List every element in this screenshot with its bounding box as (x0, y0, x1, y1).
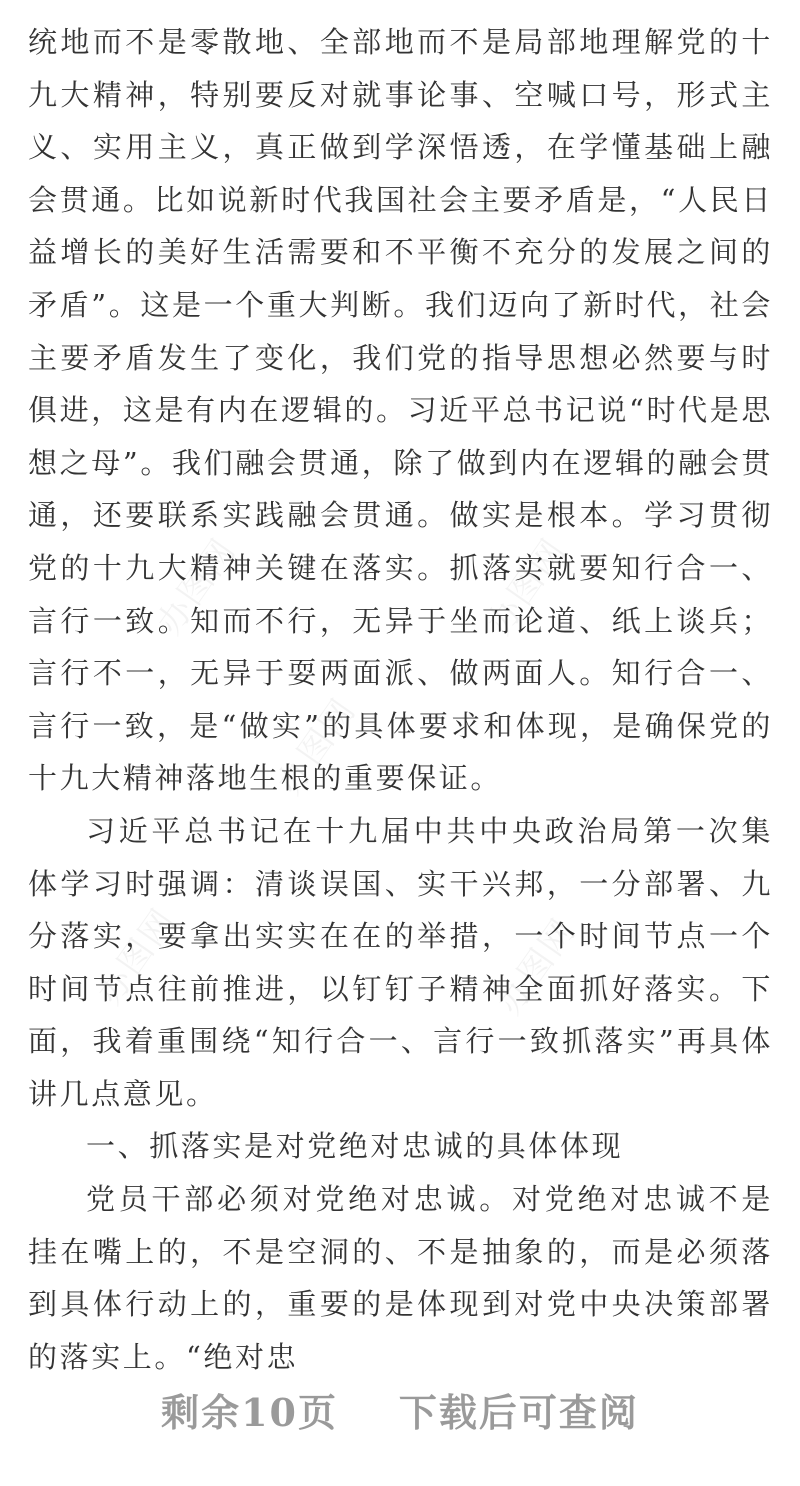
paragraph-1: 统地而不是零散地、全部地而不是局部地理解党的十九大精神，特别要反对就事论事、空喊口号，形式主义、实用主义，真正做到学深悟透，在学懂基础上融会贯通。比如说新时代我国社会主要矛盾是，“人民日益增长的美好生活需要和不平衡不充分的发展之间的矛盾”。这是一个重大判断。我们迈向了新时代，社会主要矛盾发生了变化，我们党的指导思想必然要与时俱进，这是有内在逻辑的。习近平总书记说“时代是思想之母”。我们融会贯通，除了做到内在逻辑的融会贯通，还要联系实践融会贯通。做实是根本。学习贯彻党的十九大精神关键在落实。抓落实就要知行合一、言行一致。知而不行，无异于坐而论道、纸上谈兵；言行不一，无异于耍两面派、做两面人。知行合一、言行一致，是“做实”的具体要求和体现，是确保党的十九大精神落地生根的重要保证。 (28, 25, 773, 796)
section-heading: 一、抓落实是对党绝对忠诚的具体体现 (86, 1129, 624, 1164)
paragraph-2: 习近平总书记在十九届中共中央政治局第一次集体学习时强调：清谈误国、实干兴邦，一分部署、九分落实，要拿出实实在在的举措，一个时间节点一个时间节点往前推进，以钉钉子精神全面抓好落实。下面，我着重围绕“知行合一、言行一致抓落实”再具体讲几点意见。 (28, 813, 773, 1111)
document-body (28, 16, 773, 1383)
remaining-pages-download-notice[interactable]: 剩余10页 下载后可查阅 (161, 1390, 639, 1435)
paragraph-3: 党员干部必须对党绝对忠诚。对党绝对忠诚不是挂在嘴上的，不是空洞的、不是抽象的，而是必须落到具体行动上的，重要的是体现到对党中央决策部署的落实上。“绝对忠 (28, 1182, 773, 1374)
